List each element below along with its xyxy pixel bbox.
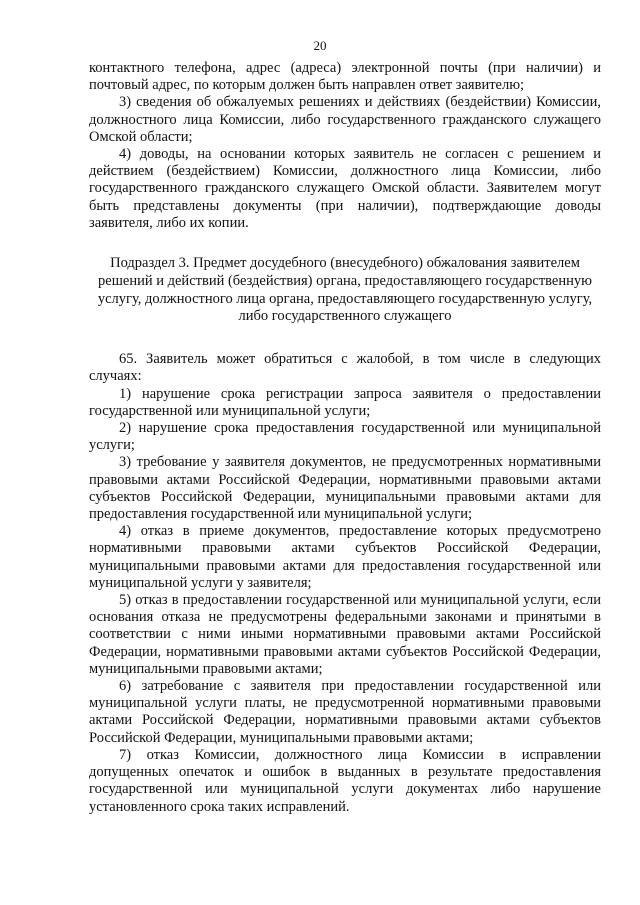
paragraph-item-3: 3) сведения об обжалуемых решениях и действиях (бездействии) Комиссии, должностного лица Комиссии, либо государственного гражданского служащего Омской области; — [89, 94, 601, 145]
paragraph-65: 65. Заявитель может обратиться с жалобой, в том числе в следующих случаях: — [89, 351, 601, 385]
list-item-6: 6) затребование с заявителя при предоставлении государственной или муниципальной услуги платы, не предусмотренной нормативными правовыми актами Российской Федерации, нормативными правовыми актами субъектов Российской Федерации, муниципальными правовыми актами; — [89, 678, 601, 746]
page-number: 20 — [313, 38, 327, 53]
document-body — [89, 60, 601, 816]
paragraph-item-4: 4) доводы, на основании которых заявитель не согласен с решением и действием (бездействием) Комиссии, должностного лица Комиссии, либо государственного гражданского служащего Омской области. Заявителем могут быть представлены документы (при наличии), подтверждающие доводы заявителя, либо их копии. — [89, 146, 601, 231]
list-item-3: 3) требование у заявителя документов, не предусмотренных нормативными правовыми актами Российской Федерации, нормативными правовыми актами субъектов Российской Федерации, муниципальными правовыми актами для предоставления государственной или муниципальной услуги; — [89, 454, 601, 523]
paragraph-continuation: контактного телефона, адрес (адреса) электронной почты (при наличии) и почтовый адрес, по которым должен быть направлен ответ заявителю; — [89, 60, 601, 94]
subsection-heading: Подраздел 3. Предмет досудебного (внесудебного) обжалования заявителем решений и действий (бездействия) органа, предоставляющего государственную услугу, должностного лица органа, предоставляющего государственную услугу, либо государственного служащего — [97, 255, 593, 325]
list-item-4: 4) отказ в приеме документов, предоставление которых предусмотрено нормативными правовыми актами субъектов Российской Федерации, муниципальными правовыми актами для предоставления государственной или муниципальной услуги у заявителя; — [89, 523, 601, 591]
list-item-1: 1) нарушение срока регистрации запроса заявителя о предоставлении государственной или муниципальной услуги; — [89, 385, 601, 419]
list-item-5: 5) отказ в предоставлении государственной или муниципальной услуги, если основания отказа не предусмотрены федеральными законами и принятыми в соответствии с ними иными нормативными правовыми актами Российской Федерации, нормативными правовыми актами субъектов Российской Федерации, муниципальными правовыми актами; — [89, 592, 601, 677]
list-item-7: 7) отказ Комиссии, должностного лица Комиссии в исправлении допущенных опечаток и ошибок в выданных в результате предоставления государственной или муниципальной услуги документах либо нарушение установленного срока таких исправлений. — [89, 746, 601, 815]
list-item-2: 2) нарушение срока предоставления государственной или муниципальной услуги; — [89, 420, 601, 454]
